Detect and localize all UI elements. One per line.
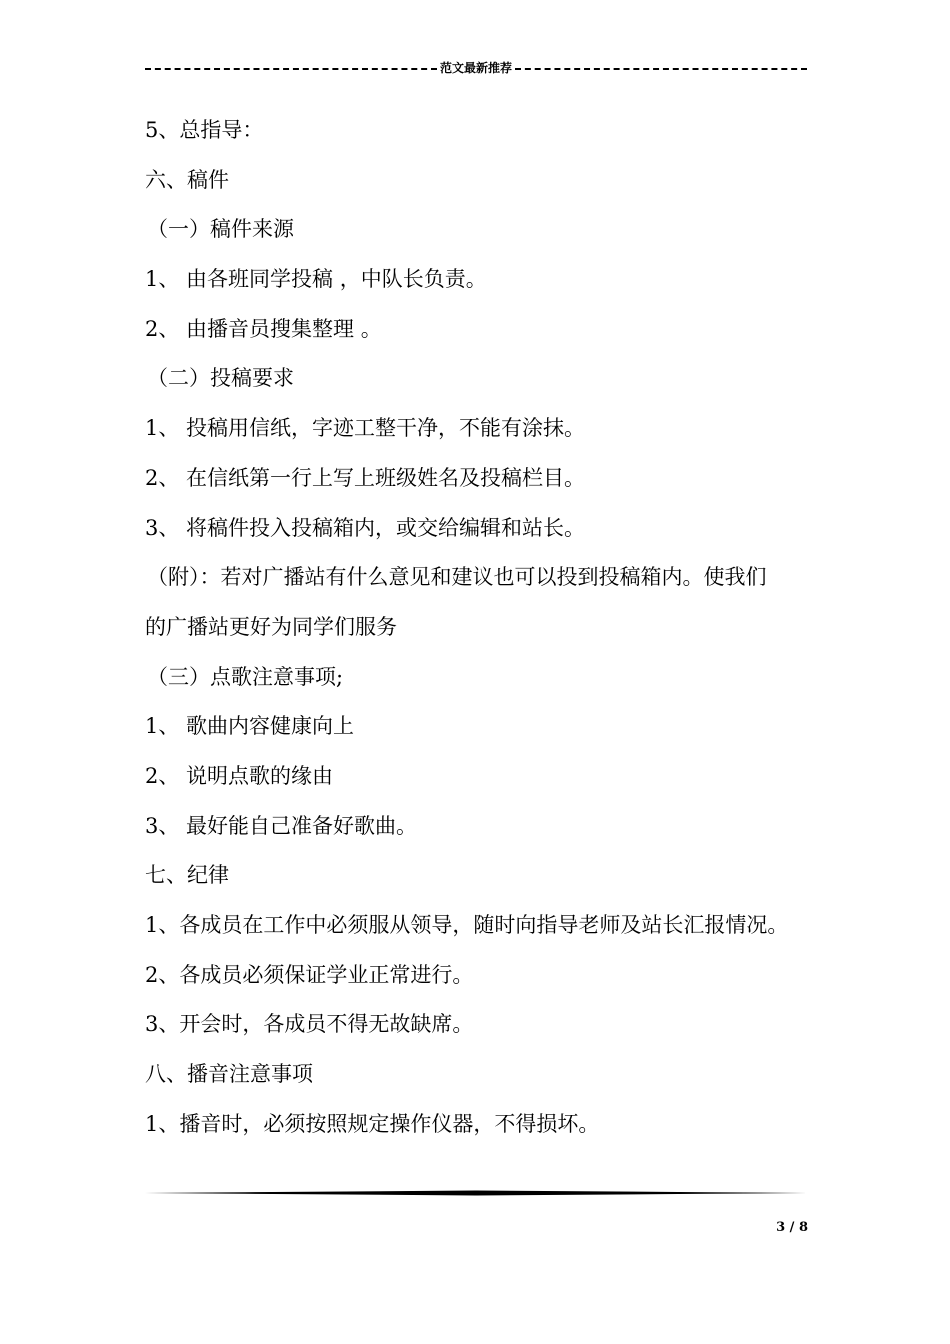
list-item: 2、 由播音员搜集整理 。	[145, 316, 382, 341]
section-heading: 七、纪律	[145, 863, 229, 888]
list-item: 1、 由各班同学投稿 ，中队长负责。	[145, 267, 487, 292]
section-heading: 六、稿件	[145, 167, 229, 192]
subsection-heading: （二）投稿要求	[147, 366, 294, 391]
header-dashes-right	[515, 68, 807, 70]
header-dashes-left	[145, 68, 437, 70]
subsection-heading: （三）点歌注意事项;	[147, 664, 344, 689]
list-item: 1、播音时，必须按照规定操作仪器，不得损坏。	[145, 1111, 600, 1136]
page-header	[145, 58, 807, 78]
subsection-heading: （一）稿件来源	[147, 217, 294, 242]
document-body	[145, 106, 811, 1149]
list-item: 3、 将稿件投入投稿箱内，或交给编辑和站长。	[145, 515, 586, 540]
section-heading: 八、播音注意事项	[145, 1062, 313, 1087]
list-item: 3、 最好能自己准备好歌曲。	[145, 813, 418, 838]
header-title: 范文最新推荐	[440, 61, 513, 75]
list-item: 1、 歌曲内容健康向上	[145, 714, 355, 739]
list-item: 1、 投稿用信纸，字迹工整干净，不能有涂抹。	[145, 416, 586, 441]
list-item: 2、各成员必须保证学业正常进行。	[145, 962, 474, 987]
note-paragraph: （附）：若对广播站有什么意见和建议也可以投到投稿箱内。使我们	[147, 565, 767, 590]
list-item: 1、各成员在工作中必须服从领导，随时向指导老师及站长汇报情况。	[145, 913, 789, 937]
list-item: 3、开会时，各成员不得无故缺席。	[145, 1012, 474, 1037]
note-paragraph-continued: 的广播站更好为同学们服务	[145, 614, 397, 639]
page-number: 3 / 8	[776, 1220, 808, 1235]
list-item: 2、 在信纸第一行上写上班级姓名及投稿栏目。	[145, 465, 586, 490]
list-item: 2、 说明点歌的缘由	[145, 763, 334, 788]
section-item: 5、总指导：	[145, 118, 264, 142]
footer-divider	[145, 1188, 807, 1198]
